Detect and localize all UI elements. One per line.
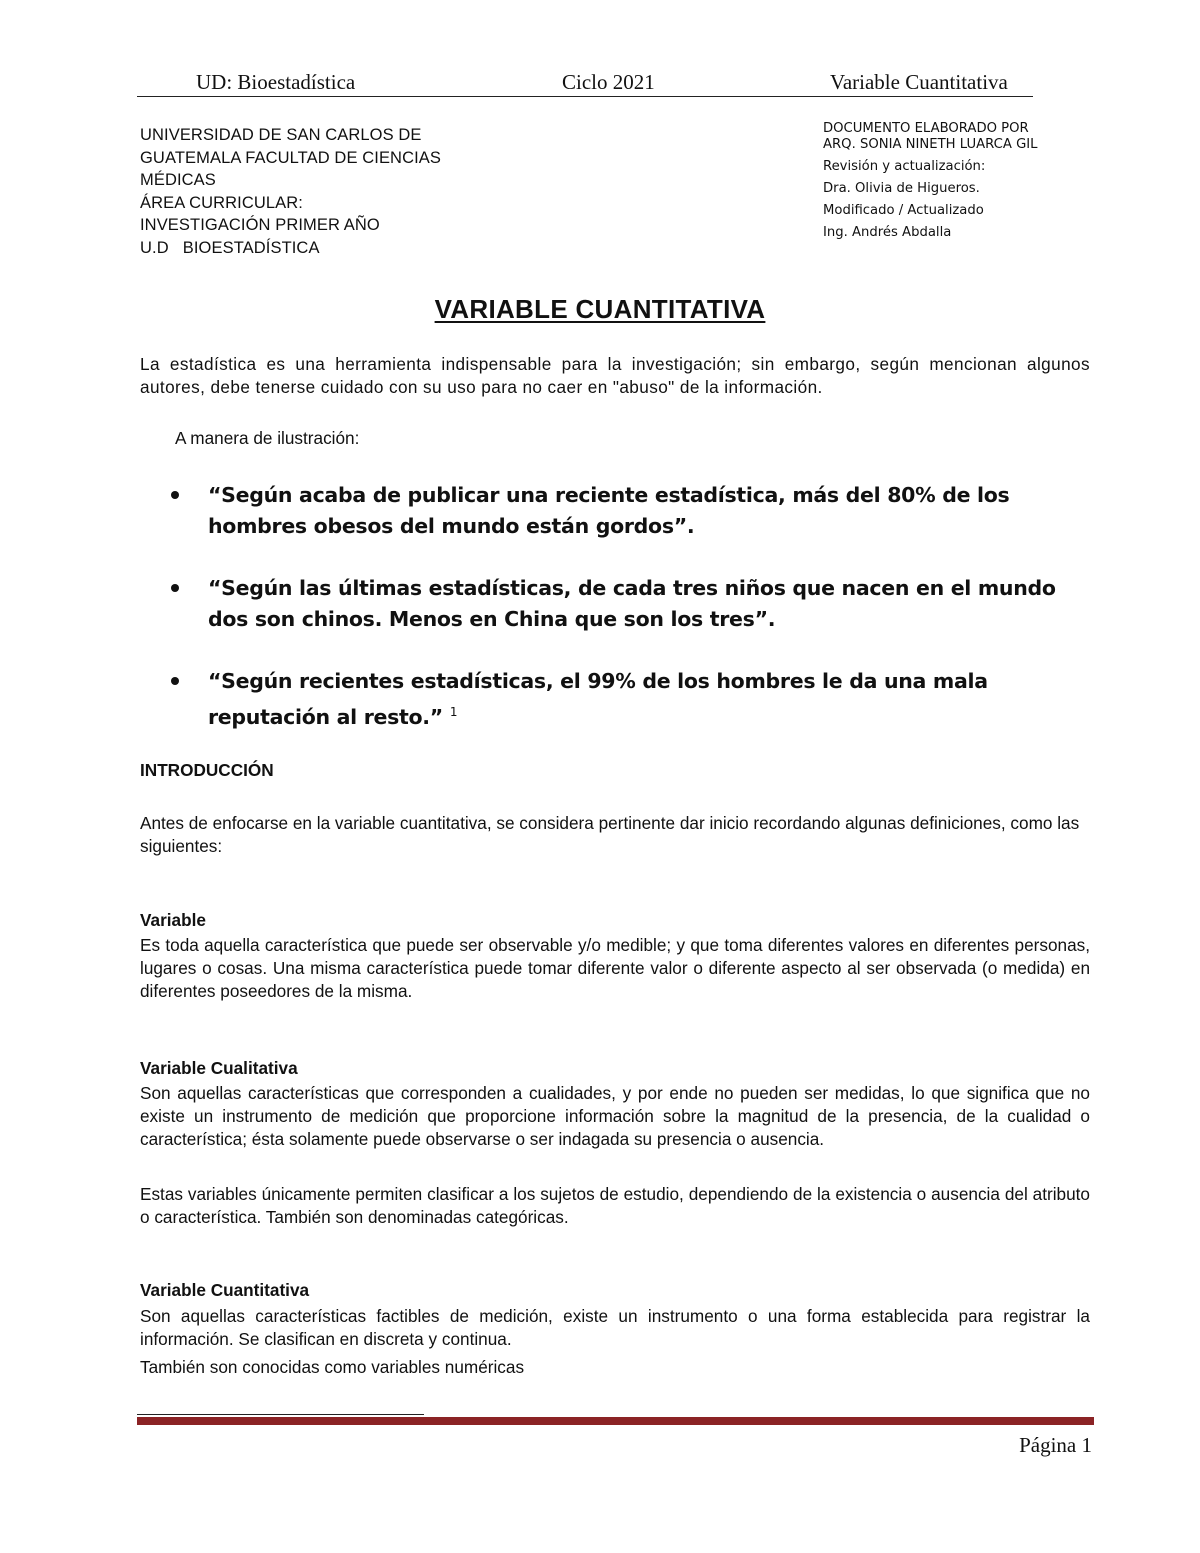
list-item bbox=[168, 666, 1098, 733]
author-line: DOCUMENTO ELABORADO POR bbox=[823, 121, 1029, 136]
author-block bbox=[823, 118, 1038, 244]
institution-line: U.D BIOESTADÍSTICA bbox=[140, 238, 320, 257]
header-course: UD: Bioestadística bbox=[196, 70, 356, 94]
institution-line: INVESTIGACIÓN PRIMER AÑO bbox=[140, 216, 380, 235]
quote-text: “Según recientes estadísticas, el 99% de los hombres le da una mala reputación al resto.” bbox=[208, 669, 988, 729]
footnote-separator bbox=[137, 1414, 424, 1415]
quote-list bbox=[168, 480, 1098, 764]
author-line: Revisión y actualización: bbox=[823, 159, 986, 174]
institution-line: ÁREA CURRICULAR: bbox=[140, 193, 303, 212]
header-cycle: Ciclo 2021 bbox=[562, 70, 655, 94]
cuantitativa-text-2: También son conocidas como variables numéricas bbox=[140, 1357, 525, 1377]
footer-bar bbox=[137, 1417, 1094, 1425]
bullet-icon bbox=[171, 491, 179, 499]
bullet-icon bbox=[171, 584, 179, 592]
cuantitativa-heading: Variable Cuantitativa bbox=[140, 1280, 310, 1300]
quote-text: “Según acaba de publicar una reciente estadística, más del 80% de los hombres obesos del mundo están gordos”. bbox=[208, 483, 1010, 538]
institution-line: GUATEMALA FACULTAD DE CIENCIAS bbox=[140, 148, 441, 167]
quote-text: “Según las últimas estadísticas, de cada tres niños que nacen en el mundo dos son chinos. Menos en China que son los tres”. bbox=[208, 576, 1056, 631]
document-title: VARIABLE CUANTITATIVA bbox=[434, 294, 766, 324]
cualitativa-heading: Variable Cualitativa bbox=[140, 1058, 298, 1078]
introduccion-heading: INTRODUCCIÓN bbox=[140, 760, 274, 780]
illustration-label: A manera de ilustración: bbox=[175, 428, 360, 448]
author-line: Modificado / Actualizado bbox=[823, 203, 984, 218]
author-line: Ing. Andrés Abdalla bbox=[823, 225, 952, 240]
cualitativa-text-2: Estas variables únicamente permiten clasificar a los sujetos de estudio, dependiendo de la existencia o ausencia del atributo o característica. También son denominadas categóricas. bbox=[140, 1184, 1090, 1228]
list-item bbox=[168, 480, 1098, 542]
running-header bbox=[137, 70, 1033, 97]
variable-text: Es toda aquella característica que puede ser observable y/o medible; y que toma diferentes valores en diferentes personas, lugares o cosas. Una misma característica puede tomar diferente valor o diferente aspecto al ser observada (o medida) en diferentes poseedores de la misma. bbox=[140, 935, 1090, 1002]
bullet-icon bbox=[171, 677, 179, 685]
institution-block bbox=[140, 124, 441, 260]
institution-line: UNIVERSIDAD DE SAN CARLOS DE bbox=[140, 126, 422, 144]
header-topic: Variable Cuantitativa bbox=[830, 70, 1008, 94]
variable-heading: Variable bbox=[140, 910, 206, 930]
intro-paragraph: La estadística es una herramienta indispensable para la investigación; sin embargo, según mencionan algunos autores, debe tenerse cuidado con su uso para no caer en "abuso" de la información. bbox=[140, 354, 1090, 398]
page-number: Página 1 bbox=[1019, 1433, 1092, 1457]
footnote-reference[interactable]: 1 bbox=[449, 705, 458, 719]
author-line: ARQ. SONIA NINETH LUARCA GIL bbox=[823, 137, 1038, 152]
cuantitativa-text: Son aquellas características factibles de medición, existe un instrumento o una forma establecida para registrar la información. Se clasifican en discreta y continua. bbox=[140, 1306, 1090, 1350]
institution-line: MÉDICAS bbox=[140, 171, 216, 190]
author-line: Dra. Olivia de Higueros. bbox=[823, 181, 980, 196]
introduccion-text: Antes de enfocarse en la variable cuantitativa, se considera pertinente dar inicio recordando algunas definiciones, como las siguientes: bbox=[140, 813, 1080, 857]
cualitativa-text: Son aquellas características que corresponden a cualidades, y por ende no pueden ser medidas, lo que significa que no existe un instrumento de medición que proporcione información sobre la magnitud de la presencia, de la cualidad o característica; ésta solamente puede observarse o ser indagada su presencia o ausencia. bbox=[140, 1083, 1090, 1150]
list-item bbox=[168, 573, 1098, 635]
